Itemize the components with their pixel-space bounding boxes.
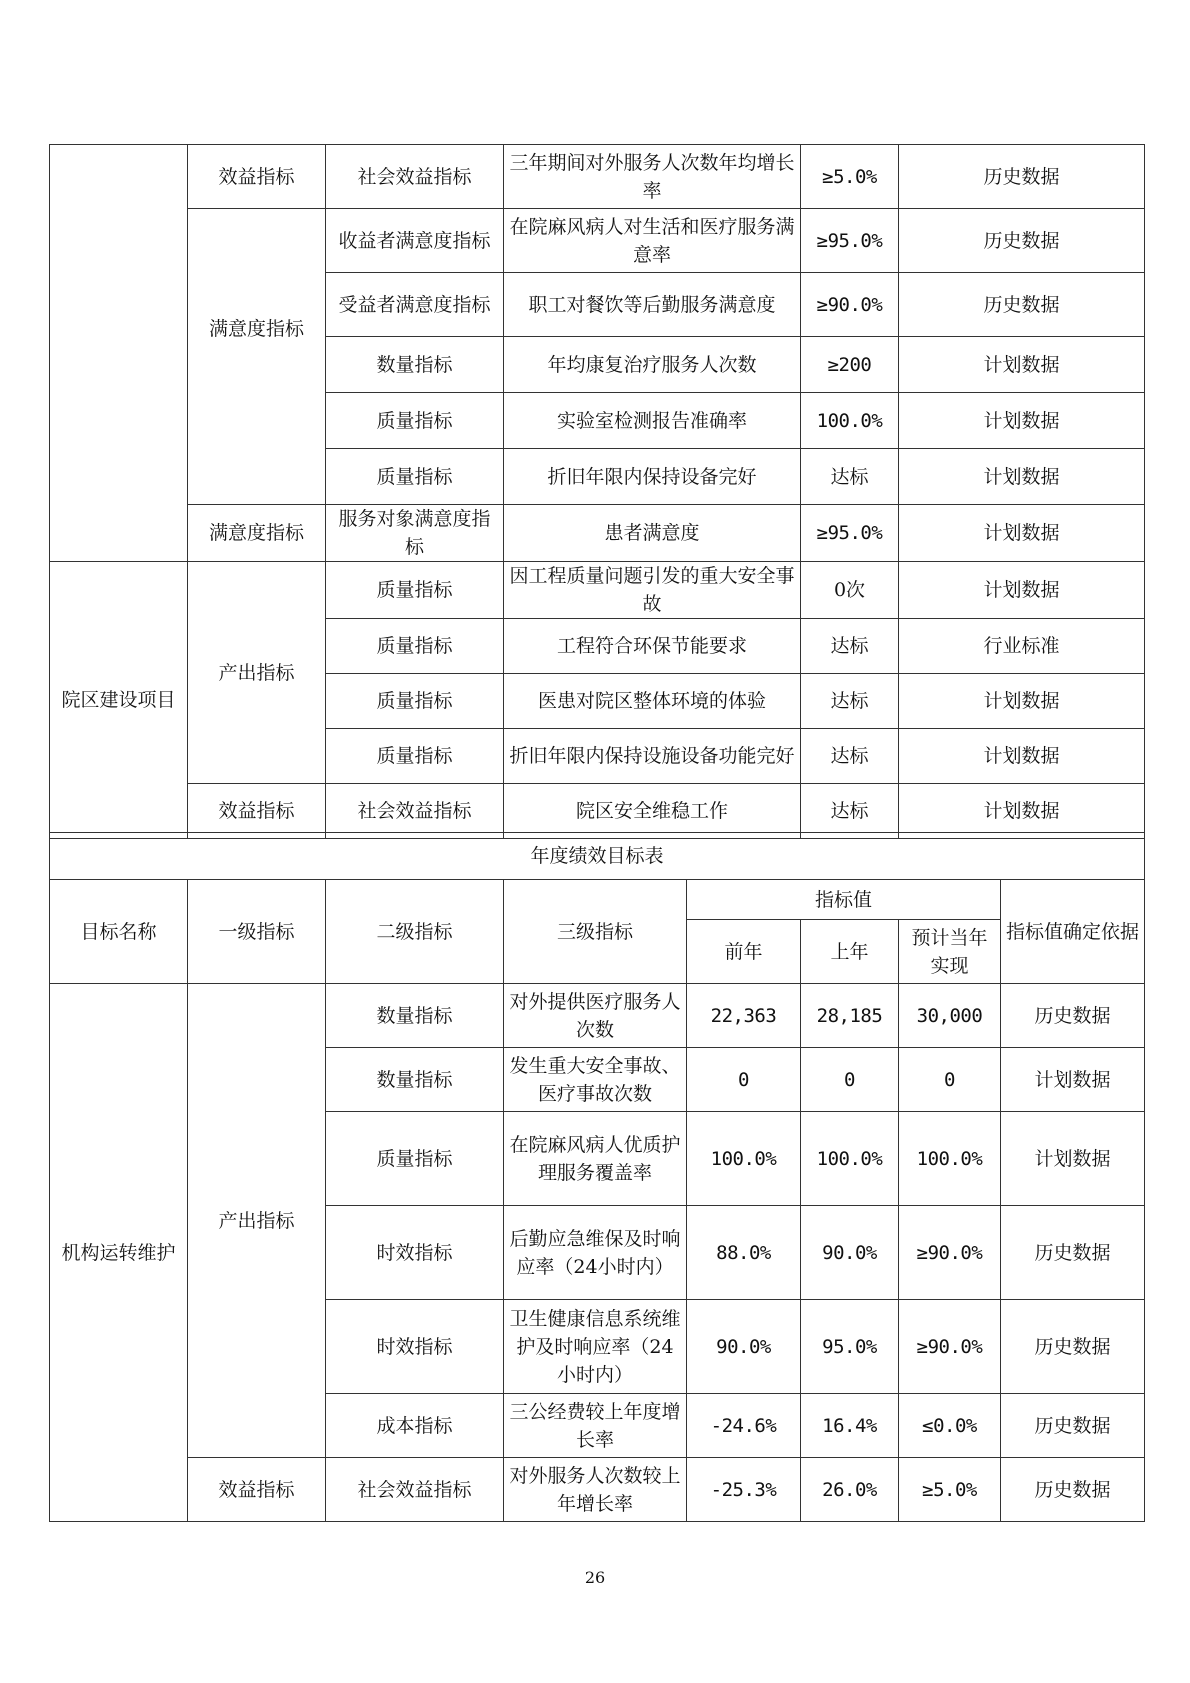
last-year-cell: 100.0% [801,1112,899,1206]
level3-cell: 对外提供医疗服务人次数 [504,984,687,1048]
header-expected: 预计当年实现 [899,920,1001,984]
basis-cell: 计划数据 [899,562,1145,619]
expected-cell: ≥90.0% [899,1206,1001,1300]
expected-cell: ≥5.0% [899,1458,1001,1522]
header-level2: 二级指标 [326,880,504,984]
basis-cell: 计划数据 [1001,1048,1145,1112]
basis-cell: 计划数据 [899,337,1145,393]
level2-cell: 效益指标 [188,784,326,839]
basis-cell: 计划数据 [1001,1112,1145,1206]
indicator-cell: 因工程质量问题引发的重大安全事故 [504,562,801,619]
level2-cell: 效益指标 [188,145,326,209]
level3-cell: 数量指标 [326,337,504,393]
indicator-cell: 在院麻风病人对生活和医疗服务满意率 [504,209,801,273]
level2-cell: 数量指标 [326,984,504,1048]
basis-cell: 计划数据 [899,784,1145,839]
value-cell: ≥200 [801,337,899,393]
page-number: 26 [584,1568,606,1587]
annual-performance-table [49,832,1145,1522]
level3-cell: 对外服务人次数较上年增长率 [504,1458,687,1522]
prev-year-cell: -25.3% [687,1458,801,1522]
expected-cell: ≥90.0% [899,1300,1001,1394]
level3-cell: 质量指标 [326,619,504,674]
value-cell: 0次 [801,562,899,619]
header-basis: 指标值确定依据 [1001,880,1145,984]
prev-year-cell: 0 [687,1048,801,1112]
target-name-cell: 机构运转维护 [50,984,188,1522]
basis-cell: 计划数据 [899,505,1145,562]
value-cell: 达标 [801,619,899,674]
table-caption: 年度绩效目标表 [50,833,1145,880]
level3-cell: 质量指标 [326,393,504,449]
level3-cell: 在院麻风病人优质护理服务覆盖率 [504,1112,687,1206]
level2-cell: 成本指标 [326,1394,504,1458]
header-last-year: 上年 [801,920,899,984]
level3-cell: 质量指标 [326,562,504,619]
value-cell: 100.0% [801,393,899,449]
level1-cell: 产出指标 [188,984,326,1458]
prev-year-cell: 88.0% [687,1206,801,1300]
level3-cell: 质量指标 [326,449,504,505]
basis-cell: 计划数据 [899,449,1145,505]
prev-year-cell: 100.0% [687,1112,801,1206]
level3-cell: 受益者满意度指标 [326,273,504,337]
last-year-cell: 0 [801,1048,899,1112]
performance-table-continued [49,144,1145,839]
indicator-cell: 职工对餐饮等后勤服务满意度 [504,273,801,337]
indicator-cell: 院区安全维稳工作 [504,784,801,839]
level2-cell: 时效指标 [326,1206,504,1300]
value-cell: ≥90.0% [801,273,899,337]
indicator-cell: 折旧年限内保持设施设备功能完好 [504,729,801,784]
basis-cell: 历史数据 [1001,984,1145,1048]
level2-cell: 质量指标 [326,1112,504,1206]
expected-cell: ≤0.0% [899,1394,1001,1458]
indicator-cell: 折旧年限内保持设备完好 [504,449,801,505]
level3-cell: 收益者满意度指标 [326,209,504,273]
last-year-cell: 28,185 [801,984,899,1048]
basis-cell: 历史数据 [899,273,1145,337]
prev-year-cell: 90.0% [687,1300,801,1394]
indicator-cell: 医患对院区整体环境的体验 [504,674,801,729]
level1-cell: 效益指标 [188,1458,326,1522]
value-cell: 达标 [801,729,899,784]
last-year-cell: 16.4% [801,1394,899,1458]
indicator-cell: 三年期间对外服务人次数年均增长率 [504,145,801,209]
expected-cell: 0 [899,1048,1001,1112]
basis-cell: 计划数据 [899,393,1145,449]
project-name-cell: 院区建设项目 [50,562,188,839]
level2-label: 满意度指标 [208,317,304,340]
value-cell: 达标 [801,449,899,505]
level2-cell: 社会效益指标 [326,1458,504,1522]
header-prev-year: 前年 [687,920,801,984]
level3-cell: 质量指标 [326,674,504,729]
level3-cell: 社会效益指标 [326,145,504,209]
header-target-name: 目标名称 [50,880,188,984]
expected-cell: 100.0% [899,1112,1001,1206]
basis-cell: 历史数据 [1001,1206,1145,1300]
indicator-cell: 年均康复治疗服务人次数 [504,337,801,393]
value-cell: ≥5.0% [801,145,899,209]
value-cell: ≥95.0% [801,505,899,562]
level3-cell: 质量指标 [326,729,504,784]
level3-cell: 卫生健康信息系统维护及时响应率（24小时内） [504,1300,687,1394]
level3-cell: 服务对象满意度指标 [326,505,504,562]
value-cell: 达标 [801,674,899,729]
level3-cell: 发生重大安全事故、医疗事故次数 [504,1048,687,1112]
level2-cell: 数量指标 [326,1048,504,1112]
prev-year-cell: 22,363 [687,984,801,1048]
last-year-cell: 95.0% [801,1300,899,1394]
last-year-cell: 90.0% [801,1206,899,1300]
indicator-cell: 实验室检测报告准确率 [504,393,801,449]
indicator-cell: 患者满意度 [504,505,801,562]
basis-cell: 计划数据 [899,729,1145,784]
basis-cell: 历史数据 [899,145,1145,209]
header-indicator-value: 指标值 [687,880,1001,920]
empty-project-cell [50,145,188,562]
value-cell: ≥95.0% [801,209,899,273]
basis-cell: 历史数据 [1001,1394,1145,1458]
level2-cell: 时效指标 [326,1300,504,1394]
basis-cell: 历史数据 [899,209,1145,273]
basis-cell: 计划数据 [899,674,1145,729]
basis-cell: 历史数据 [1001,1300,1145,1394]
indicator-cell: 工程符合环保节能要求 [504,619,801,674]
basis-cell: 行业标准 [899,619,1145,674]
level3-cell: 社会效益指标 [326,784,504,839]
level2-cell-blank [188,209,326,273]
header-level1: 一级指标 [188,880,326,984]
level2-cell: 产出指标 [188,562,326,784]
level3-cell: 后勤应急维保及时响应率（24小时内） [504,1206,687,1300]
level2-cell: 满意度指标 [188,505,326,562]
prev-year-cell: -24.6% [687,1394,801,1458]
header-level3: 三级指标 [504,880,687,984]
last-year-cell: 26.0% [801,1458,899,1522]
level2-cell [188,317,326,505]
value-cell: 达标 [801,784,899,839]
level3-cell: 三公经费较上年度增长率 [504,1394,687,1458]
expected-cell: 30,000 [899,984,1001,1048]
basis-cell: 历史数据 [1001,1458,1145,1522]
